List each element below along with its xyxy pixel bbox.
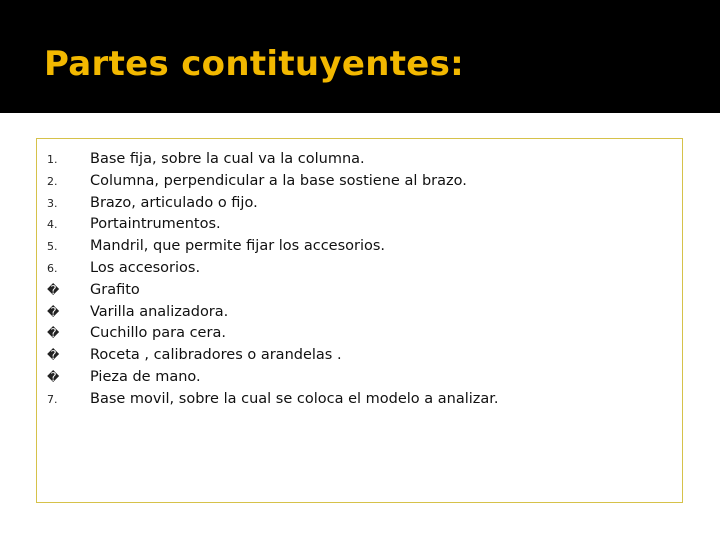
item-number: 6. bbox=[47, 261, 58, 275]
item-text: Base fija, sobre la cual va la columna. bbox=[90, 151, 365, 167]
bullet-placeholder-icon: � bbox=[47, 348, 60, 363]
item-text: Portaintrumentos. bbox=[90, 216, 221, 233]
item-text: Pieza de mano. bbox=[90, 368, 201, 385]
item-text: Mandril, que permite fijar los accesorios. bbox=[90, 238, 386, 255]
item-text: Grafito bbox=[90, 281, 140, 298]
item-number: 2. bbox=[47, 174, 58, 188]
item-text: Varilla analizadora. bbox=[90, 303, 229, 320]
item-text: Los accesorios. bbox=[90, 259, 201, 276]
item-text: Base movil, sobre la cual se coloca el modelo a analizar. bbox=[90, 390, 499, 407]
slide-title: Partes contituyentes: bbox=[44, 44, 465, 84]
title-bar bbox=[0, 0, 720, 113]
item-number: 7. bbox=[47, 392, 58, 406]
bullet-placeholder-icon: � bbox=[47, 326, 60, 341]
item-text: Columna, perpendicular a la base sostiene al brazo. bbox=[90, 172, 467, 189]
item-number: 4. bbox=[47, 218, 58, 232]
item-text: Roceta , calibradores o arandelas . bbox=[90, 347, 342, 364]
item-number: 1. bbox=[47, 153, 58, 166]
bullet-placeholder-icon: � bbox=[47, 369, 60, 384]
bullet-placeholder-icon: � bbox=[47, 304, 60, 319]
item-number: 3. bbox=[47, 196, 58, 210]
item-number: 5. bbox=[47, 240, 58, 254]
item-text: Brazo, articulado o fijo. bbox=[90, 194, 258, 211]
bullet-placeholder-icon: � bbox=[47, 282, 60, 297]
item-text: Cuchillo para cera. bbox=[90, 325, 226, 342]
